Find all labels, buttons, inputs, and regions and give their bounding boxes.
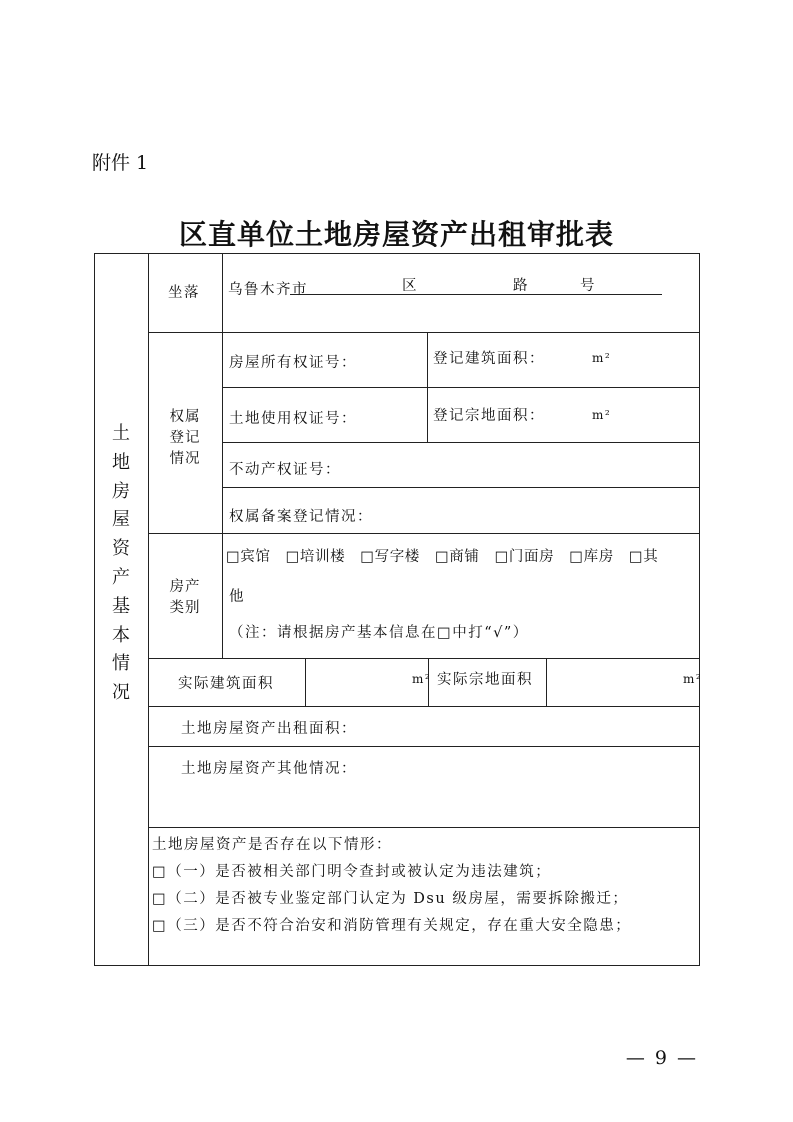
row-line-location xyxy=(148,332,700,333)
location-label: 坐落 xyxy=(168,285,200,301)
category-label xyxy=(148,577,222,619)
row-line-ownership xyxy=(148,533,700,534)
category-label-line: 房产 xyxy=(169,579,201,595)
condition-item-3[interactable]: □（三）是否不符合治安和消防管理有关规定，存在重大安全隐患； xyxy=(152,918,632,934)
land-area-unit: m² xyxy=(592,408,612,422)
condition-item-2[interactable]: □（二）是否被专业鉴定部门认定为 Dsu 级房屋，需要拆除搬迁； xyxy=(152,891,629,907)
ownership-label-line: 情况 xyxy=(169,451,201,468)
category-options[interactable]: □宾馆 □培训楼 □写字楼 □商铺 □门面房 □库房 □其 xyxy=(226,549,659,565)
ownership-label-line: 登记 xyxy=(169,430,201,447)
realestate-cert-label: 不动产权证号： xyxy=(229,462,341,478)
building-area-label: 登记建筑面积： xyxy=(433,351,545,367)
actual-land-area-unit: m² xyxy=(683,672,703,686)
location-city: 乌鲁木齐市 xyxy=(228,282,308,298)
conditions-heading: 土地房屋资产是否存在以下情形： xyxy=(152,837,392,853)
page-number: — 9 — xyxy=(625,1047,698,1069)
side-char: 地 xyxy=(112,451,130,473)
row-line-actual xyxy=(148,706,700,707)
label-column-divider xyxy=(222,253,223,658)
side-char: 屋 xyxy=(112,509,130,531)
house-cert-label: 房屋所有权证号： xyxy=(229,355,357,371)
side-char: 资 xyxy=(112,538,130,560)
row-line-realestate xyxy=(222,487,700,488)
actual-divider-3 xyxy=(546,658,547,706)
row-line-category xyxy=(148,658,700,659)
category-note: （注：请根据房产基本信息在□中打“√”） xyxy=(229,625,529,641)
building-area-unit: m² xyxy=(592,351,612,365)
side-char: 产 xyxy=(112,566,130,588)
actual-divider-1 xyxy=(305,658,306,706)
category-options-cont: 他 xyxy=(229,589,245,605)
side-char: 房 xyxy=(112,480,130,502)
attachment-label: 附件 1 xyxy=(92,152,149,174)
row-line-house-cert xyxy=(222,387,700,388)
actual-land-area-label: 实际宗地面积 xyxy=(437,672,533,688)
form-title: 区直单位土地房屋资产出租审批表 xyxy=(178,218,614,251)
filing-label: 权属备案登记情况： xyxy=(229,509,373,525)
side-title xyxy=(94,420,148,708)
rental-area-label: 土地房屋资产出租面积： xyxy=(181,721,357,737)
land-cert-label: 土地使用权证号： xyxy=(229,411,357,427)
row-line-land-cert xyxy=(222,442,700,443)
location-road: 路 xyxy=(513,278,529,294)
actual-building-area-unit: m² xyxy=(412,672,432,686)
side-char: 本 xyxy=(112,624,130,646)
row-line-rental xyxy=(148,746,700,747)
location-district: 区 xyxy=(402,278,418,294)
ownership-label-line: 权属 xyxy=(169,409,201,425)
location-number: 号 xyxy=(580,278,596,294)
land-area-label: 登记宗地面积： xyxy=(433,408,545,424)
location-underline[interactable] xyxy=(290,294,662,295)
category-label-line: 类别 xyxy=(169,600,201,617)
other-situation-label: 土地房屋资产其他情况： xyxy=(181,761,357,777)
ownership-label xyxy=(148,407,222,470)
side-char: 情 xyxy=(112,653,130,675)
side-char: 土 xyxy=(112,423,130,444)
actual-building-area-label: 实际建筑面积 xyxy=(178,676,274,692)
side-char: 基 xyxy=(112,595,130,617)
condition-item-1[interactable]: □（一）是否被相关部门明令查封或被认定为违法建筑； xyxy=(152,864,552,880)
side-char: 况 xyxy=(112,682,130,704)
row-line-other xyxy=(148,827,700,828)
